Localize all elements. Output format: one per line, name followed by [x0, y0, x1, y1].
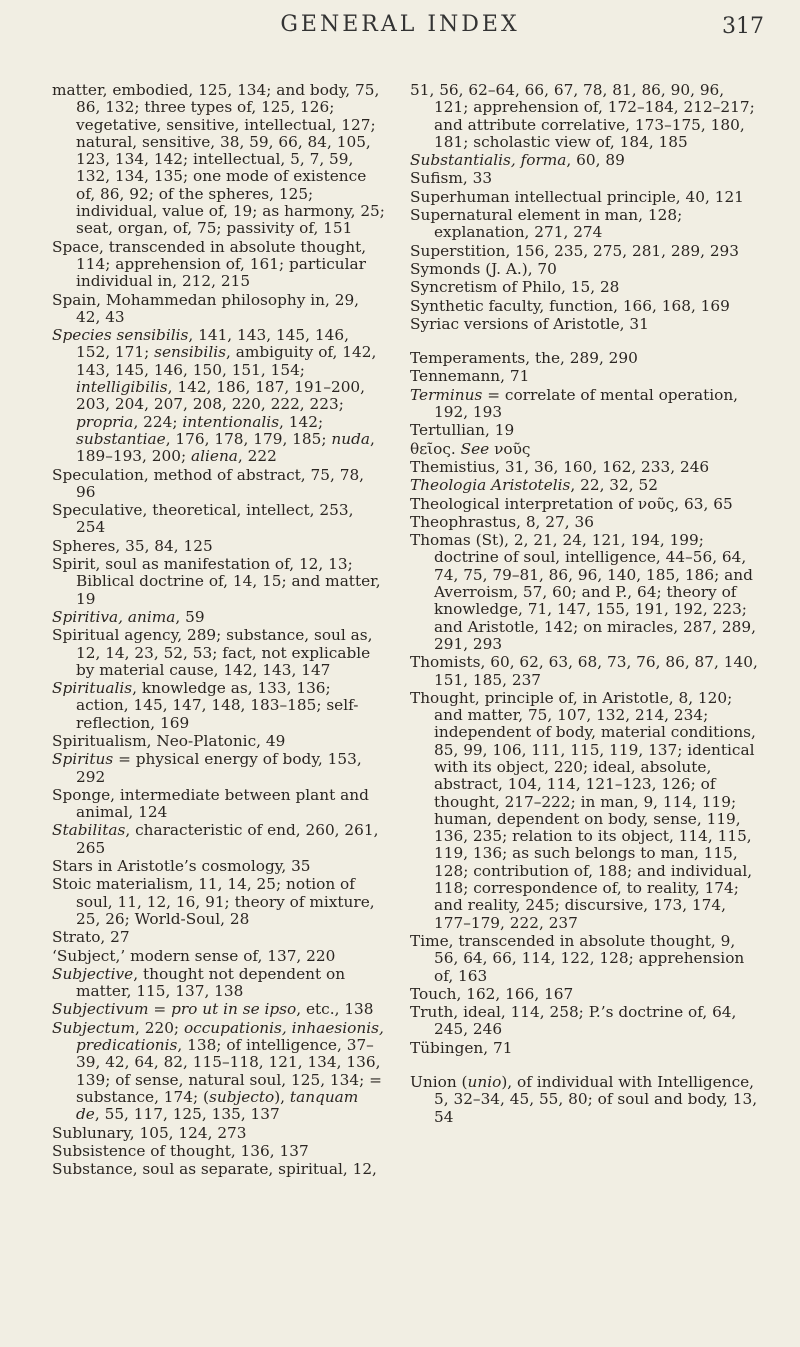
index-entry: Sponge, intermediate between plant and animal, 124: [52, 785, 369, 822]
index-entry: 51, 56, 62–64, 66, 67, 78, 81, 86, 90, 96, 121; apprehension of, 172–184, 212–217; and attribute correlative, 173–175, 180, 181; scholastic view of, 184, 185: [410, 81, 755, 151]
index-entry: Tertullian, 19: [410, 421, 515, 440]
index-entry: Theophrastus, 8, 27, 36: [410, 512, 594, 531]
index-entry: Thomists, 60, 62, 63, 68, 73, 76, 86, 87, 140, 151, 185, 237: [410, 653, 758, 689]
index-entry: Synthetic faculty, function, 166, 168, 169: [410, 296, 730, 315]
index-entry: Space, transcended in absolute thought, 114; apprehension of, 161; particular individual in, 212, 215: [52, 237, 367, 291]
index-entry: Stoic materialism, 11, 14, 25; notion of soul, 11, 12, 16, 91; theory of mixture, 25, 26; World-Soul, 28: [52, 875, 375, 928]
index-entry: Subjectivum = pro ut in se ipso, etc., 138: [52, 1000, 374, 1019]
index-entry: Terminus = correlate of mental operation, 192, 193: [410, 385, 739, 422]
index-entry: Union (unio), of individual with Intelligence, 5, 32–34, 45, 55, 80; of soul and body, 13, 54: [410, 1073, 758, 1126]
index-entry: Syriac versions of Aristotle, 31: [410, 314, 649, 333]
index-entry: Spiritus = physical energy of body, 153, 292: [52, 750, 362, 786]
index-entry: Stabilitas, characteristic of end, 260, 261, 265: [52, 821, 379, 857]
index-entry: Syncretism of Philo, 15, 28: [410, 278, 620, 297]
index-entry: Tübingen, 71: [410, 1038, 513, 1057]
index-entry: Spiritiva, anima, 59: [52, 607, 205, 626]
index-column-left: [52, 82, 385, 1179]
index-entry: Superhuman intellectual principle, 40, 121: [410, 187, 744, 206]
index-entry: Sublunary, 105, 124, 273: [52, 1123, 247, 1142]
section-gap: [410, 334, 760, 350]
index-column-right: [410, 82, 760, 1127]
index-entry: Substantialis, forma, 60, 89: [410, 151, 625, 170]
index-entry: Thought, principle of, in Aristotle, 8, 120; and matter, 75, 107, 132, 214, 234; independent of body, material conditions, 85, 99, 106, 111, 115, 119, 137; identical with its object, 220; ideal, absolute, abstract, 104, 114, 121–123, 126; of thought, 217–222; in man, 9, 114, 119; human, dependent on body, sense, 119, 136, 235; relation to its object, 114, 115, 119, 136; as such belongs to man, 115, 128; contribution of, 188; and individual, 118; correspondence of, to reality, 174; and reality, 245; discursive, 173, 174, 177–179, 222, 237: [410, 688, 756, 932]
running-title: GENERAL INDEX: [280, 12, 520, 37]
index-entry: Substance, soul as separate, spiritual, 12,: [52, 1160, 377, 1179]
index-entry: Spiritual agency, 289; substance, soul as, 12, 14, 23, 52, 53; fact, not explicable by material cause, 142, 143, 147: [52, 626, 373, 679]
index-entry: Tennemann, 71: [410, 367, 530, 386]
index-entry: Spain, Mohammedan philosophy in, 29, 42, 43: [52, 290, 360, 326]
index-entry: Theologia Aristotelis, 22, 32, 52: [410, 476, 658, 495]
index-entry: Touch, 162, 166, 167: [410, 984, 574, 1003]
page-number: 317: [722, 14, 764, 39]
index-entry: Spiritualism, Neo-Platonic, 49: [52, 731, 286, 750]
index-entry: Thomas (St), 2, 21, 24, 121, 194, 199; doctrine of soul, intelligence, 44–56, 64, 74, 75, 79–81, 86, 96, 140, 185, 186; and Averroism, 57, 60; and P., 64; theory of knowledge, 71, 147, 155, 191, 192, 223; and Aristotle, 142; on miracles, 287, 289, 291, 293: [410, 531, 756, 653]
index-entry: Temperaments, the, 289, 290: [410, 349, 638, 368]
index-entry: Speculative, theoretical, intellect, 253, 254: [52, 501, 354, 537]
index-entry: Spheres, 35, 84, 125: [52, 536, 213, 555]
index-entry: Sufism, 33: [410, 169, 493, 188]
section-gap: [410, 1058, 760, 1074]
index-entry: Species sensibilis, 141, 143, 145, 146, 152, 171; sensibilis, ambiguity of, 142, 143, 145, 146, 150, 151, 154; intelligibilis, 142, 186, 187, 191–200, 203, 204, 207, 208, 220, 222, 223; propria, 224; intentionalis, 142; substantiae, 176, 178, 179, 185; nuda, 189–193, 200; aliena, 222: [52, 326, 377, 466]
index-entry: θεῖος. See νοῦς: [410, 439, 531, 458]
index-entry: Spirit, soul as manifestation of, 12, 13; Biblical doctrine of, 14, 15; and matter, 19: [52, 555, 381, 608]
index-entry: Stars in Aristotle’s cosmology, 35: [52, 857, 311, 876]
index-entry: Spiritualis, knowledge as, 133, 136; action, 145, 147, 148, 183–185; self-reflection, 169: [52, 679, 359, 732]
index-entry: Speculation, method of abstract, 75, 78, 96: [52, 465, 365, 501]
index-entry: matter, embodied, 125, 134; and body, 75, 86, 132; three types of, 125, 126; vegetative, sensitive, intellectual, 127; natural, sensitive, 38, 59, 66, 84, 105, 123, 134, 142; intellectual, 5, 7, 59, 132, 134, 135; one mode of existence of, 86, 92; of the spheres, 125; individual, value of, 19; as harmony, 25; seat, organ, of, 75; passivity of, 151: [52, 81, 385, 238]
index-entry: Supernatural element in man, 128; explanation, 271, 274: [410, 206, 683, 242]
index-entry: Theological interpretation of νοῦς, 63, 65: [410, 494, 733, 513]
index-entry: Symonds (J. A.), 70: [410, 259, 557, 278]
index-entry: Themistius, 31, 36, 160, 162, 233, 246: [410, 457, 710, 476]
index-entry: Superstition, 156, 235, 275, 281, 289, 293: [410, 241, 740, 260]
index-entry: Time, transcended in absolute thought, 9, 56, 64, 66, 114, 122, 128; apprehension of, 163: [410, 931, 745, 985]
index-entry: Truth, ideal, 114, 258; P.’s doctrine of, 64, 245, 246: [410, 1003, 737, 1039]
index-entry: ‘Subject,’ modern sense of, 137, 220: [52, 946, 336, 965]
index-entry: Subsistence of thought, 136, 137: [52, 1141, 309, 1160]
index-entry: Subjectum, 220; occupationis, inhaesionis, predicationis, 138; of intelligence, 37–39, 42, 64, 82, 115–118, 121, 134, 136, 139; of sense, natural soul, 125, 134; = substance, 174; (subjecto), tanquam de, 55, 117, 125, 135, 137: [52, 1018, 384, 1124]
index-entry: Strato, 27: [52, 928, 130, 947]
page-header: [0, 12, 800, 52]
index-entry: Subjective, thought not dependent on matter, 115, 137, 138: [52, 964, 346, 1001]
